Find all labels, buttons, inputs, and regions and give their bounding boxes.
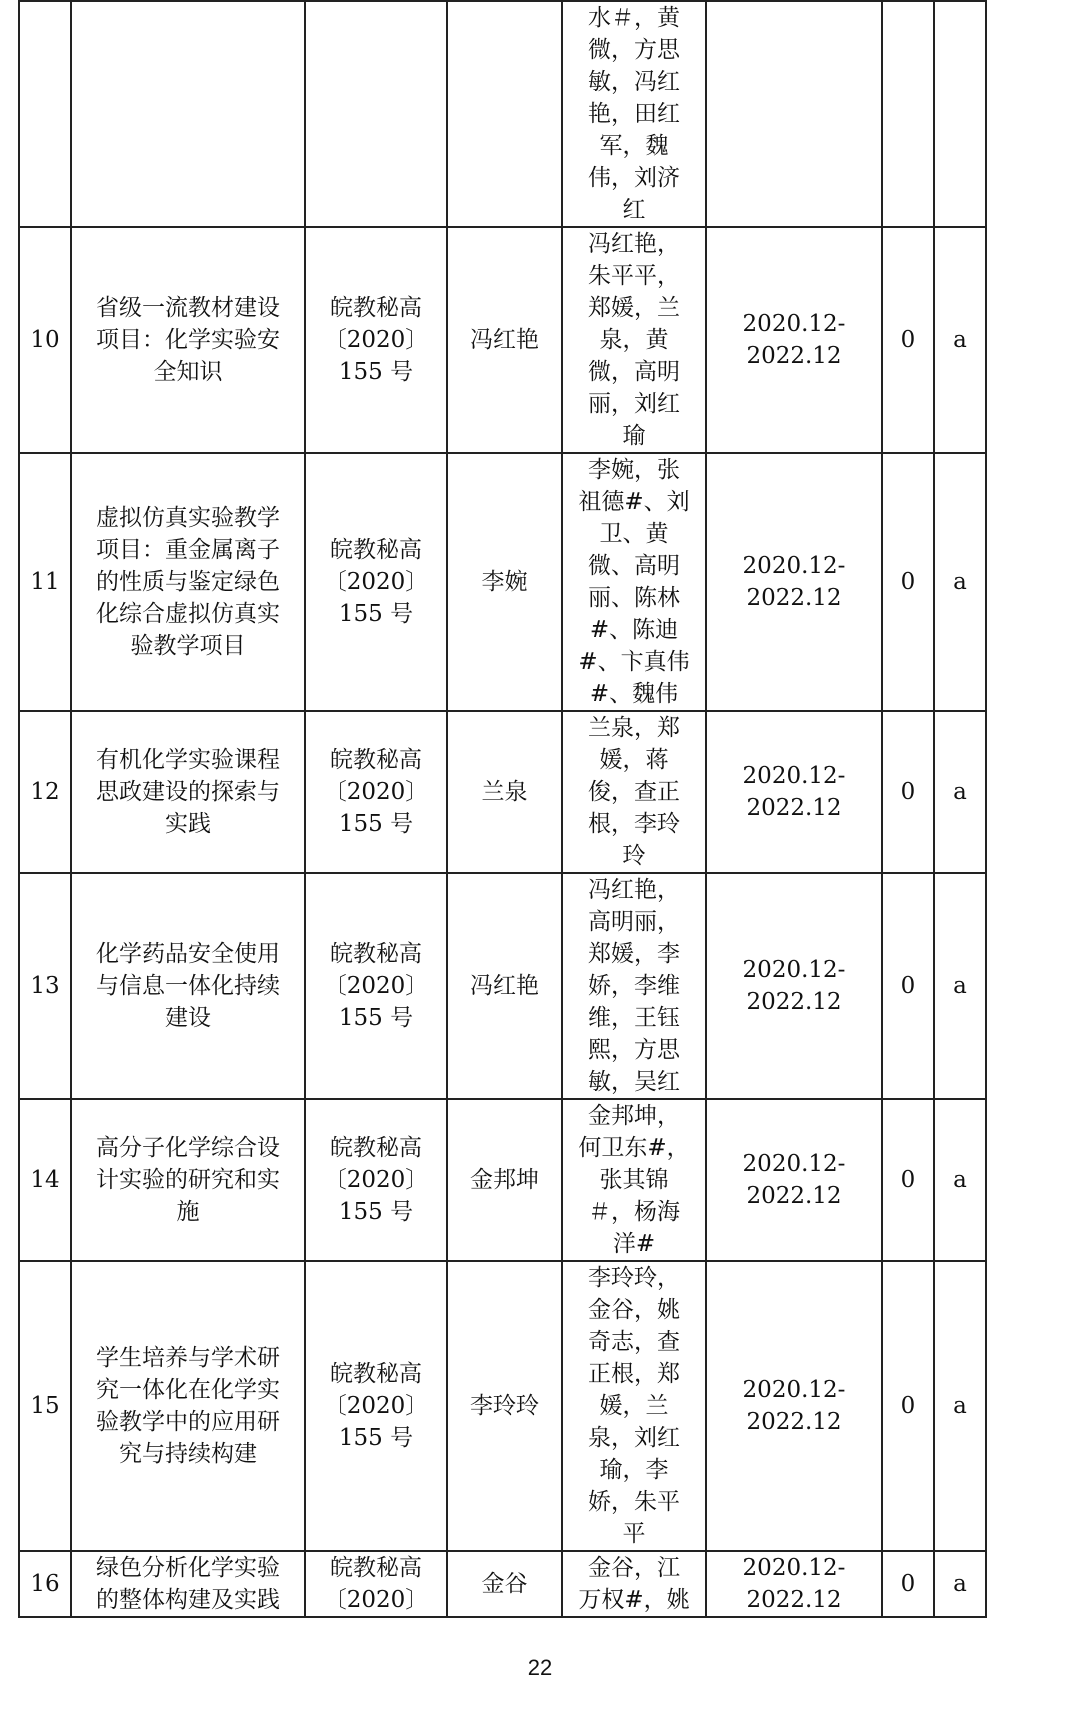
cell-document-number: 皖教秘高 〔2020〕 155 号	[305, 873, 447, 1099]
page-number: 22	[527, 1655, 553, 1680]
cell-leader: 兰泉	[447, 711, 562, 873]
cell-number: 10	[19, 227, 71, 453]
cell-project-name	[71, 1, 305, 227]
project-table	[18, 0, 987, 1618]
cell-grade: a	[934, 873, 986, 1099]
cell-number: 14	[19, 1099, 71, 1261]
cell-period: 2020.12- 2022.12	[706, 453, 882, 711]
cell-document-number: 皖教秘高 〔2020〕 155 号	[305, 711, 447, 873]
cell-number: 13	[19, 873, 71, 1099]
cell-score: 0	[882, 1261, 934, 1551]
cell-grade: a	[934, 227, 986, 453]
cell-leader: 李玲玲	[447, 1261, 562, 1551]
cell-grade	[934, 1, 986, 227]
table-row	[19, 711, 986, 873]
cell-number: 11	[19, 453, 71, 711]
cell-document-number: 皖教秘高 〔2020〕 155 号	[305, 453, 447, 711]
cell-document-number: 皖教秘高 〔2020〕 155 号	[305, 1099, 447, 1261]
cell-score: 0	[882, 1551, 934, 1617]
table-body	[19, 1, 986, 1617]
cell-number: 12	[19, 711, 71, 873]
cell-period: 2020.12- 2022.12	[706, 1261, 882, 1551]
cell-leader: 李婉	[447, 453, 562, 711]
cell-members: 冯红艳， 高明丽， 郑媛，李 娇，李维 维，王钰 熙，方思 敏，吴红	[562, 873, 706, 1099]
table-row	[19, 1551, 986, 1617]
cell-score: 0	[882, 1099, 934, 1261]
cell-leader: 冯红艳	[447, 873, 562, 1099]
cell-leader: 冯红艳	[447, 227, 562, 453]
cell-period	[706, 1, 882, 227]
cell-project-name: 绿色分析化学实验 的整体构建及实践	[71, 1551, 305, 1617]
cell-grade: a	[934, 453, 986, 711]
cell-project-name: 化学药品安全使用 与信息一体化持续 建设	[71, 873, 305, 1099]
cell-members: 李玲玲， 金谷，姚 奇志，查 正根，郑 媛，兰 泉，刘红 瑜，李 娇，朱平 平	[562, 1261, 706, 1551]
cell-leader: 金邦坤	[447, 1099, 562, 1261]
cell-score: 0	[882, 453, 934, 711]
cell-document-number: 皖教秘高 〔2020〕 155 号	[305, 1261, 447, 1551]
cell-members: 水＃，黄 微，方思 敏，冯红 艳，田红 军，魏 伟，刘济 红	[562, 1, 706, 227]
table-row	[19, 873, 986, 1099]
cell-members: 金谷，江 万权#，姚	[562, 1551, 706, 1617]
cell-grade: a	[934, 1551, 986, 1617]
cell-number	[19, 1, 71, 227]
cell-score: 0	[882, 711, 934, 873]
cell-period: 2020.12- 2022.12	[706, 227, 882, 453]
cell-members: 李婉，张 祖德#、刘 卫、黄 微、高明 丽、陈林 #、陈迪 #、卞真伟 #、魏伟	[562, 453, 706, 711]
cell-document-number: 皖教秘高 〔2020〕	[305, 1551, 447, 1617]
table-row	[19, 227, 986, 453]
table-row	[19, 453, 986, 711]
cell-members: 金邦坤， 何卫东#， 张其锦 ＃，杨海 洋#	[562, 1099, 706, 1261]
cell-score: 0	[882, 227, 934, 453]
cell-project-name: 学生培养与学术研 究一体化在化学实 验教学中的应用研 究与持续构建	[71, 1261, 305, 1551]
cell-project-name: 虚拟仿真实验教学 项目：重金属离子 的性质与鉴定绿色 化综合虚拟仿真实 验教学项目	[71, 453, 305, 711]
cell-document-number	[305, 1, 447, 227]
cell-score	[882, 1, 934, 227]
cell-members: 冯红艳， 朱平平， 郑媛，兰 泉，黄 微，高明 丽，刘红 瑜	[562, 227, 706, 453]
cell-project-name: 高分子化学综合设 计实验的研究和实 施	[71, 1099, 305, 1261]
cell-grade: a	[934, 1099, 986, 1261]
cell-grade: a	[934, 1261, 986, 1551]
cell-score: 0	[882, 873, 934, 1099]
table-row	[19, 1, 986, 227]
cell-period: 2020.12- 2022.12	[706, 873, 882, 1099]
cell-grade: a	[934, 711, 986, 873]
cell-project-name: 有机化学实验课程 思政建设的探索与 实践	[71, 711, 305, 873]
cell-number: 16	[19, 1551, 71, 1617]
cell-number: 15	[19, 1261, 71, 1551]
cell-leader: 金谷	[447, 1551, 562, 1617]
cell-period: 2020.12- 2022.12	[706, 1551, 882, 1617]
cell-period: 2020.12- 2022.12	[706, 1099, 882, 1261]
cell-period: 2020.12- 2022.12	[706, 711, 882, 873]
table-row	[19, 1099, 986, 1261]
cell-document-number: 皖教秘高 〔2020〕 155 号	[305, 227, 447, 453]
cell-leader	[447, 1, 562, 227]
cell-members: 兰泉，郑 媛，蒋 俊，查正 根，李玲 玲	[562, 711, 706, 873]
table-row	[19, 1261, 986, 1551]
cell-project-name: 省级一流教材建设 项目：化学实验安 全知识	[71, 227, 305, 453]
